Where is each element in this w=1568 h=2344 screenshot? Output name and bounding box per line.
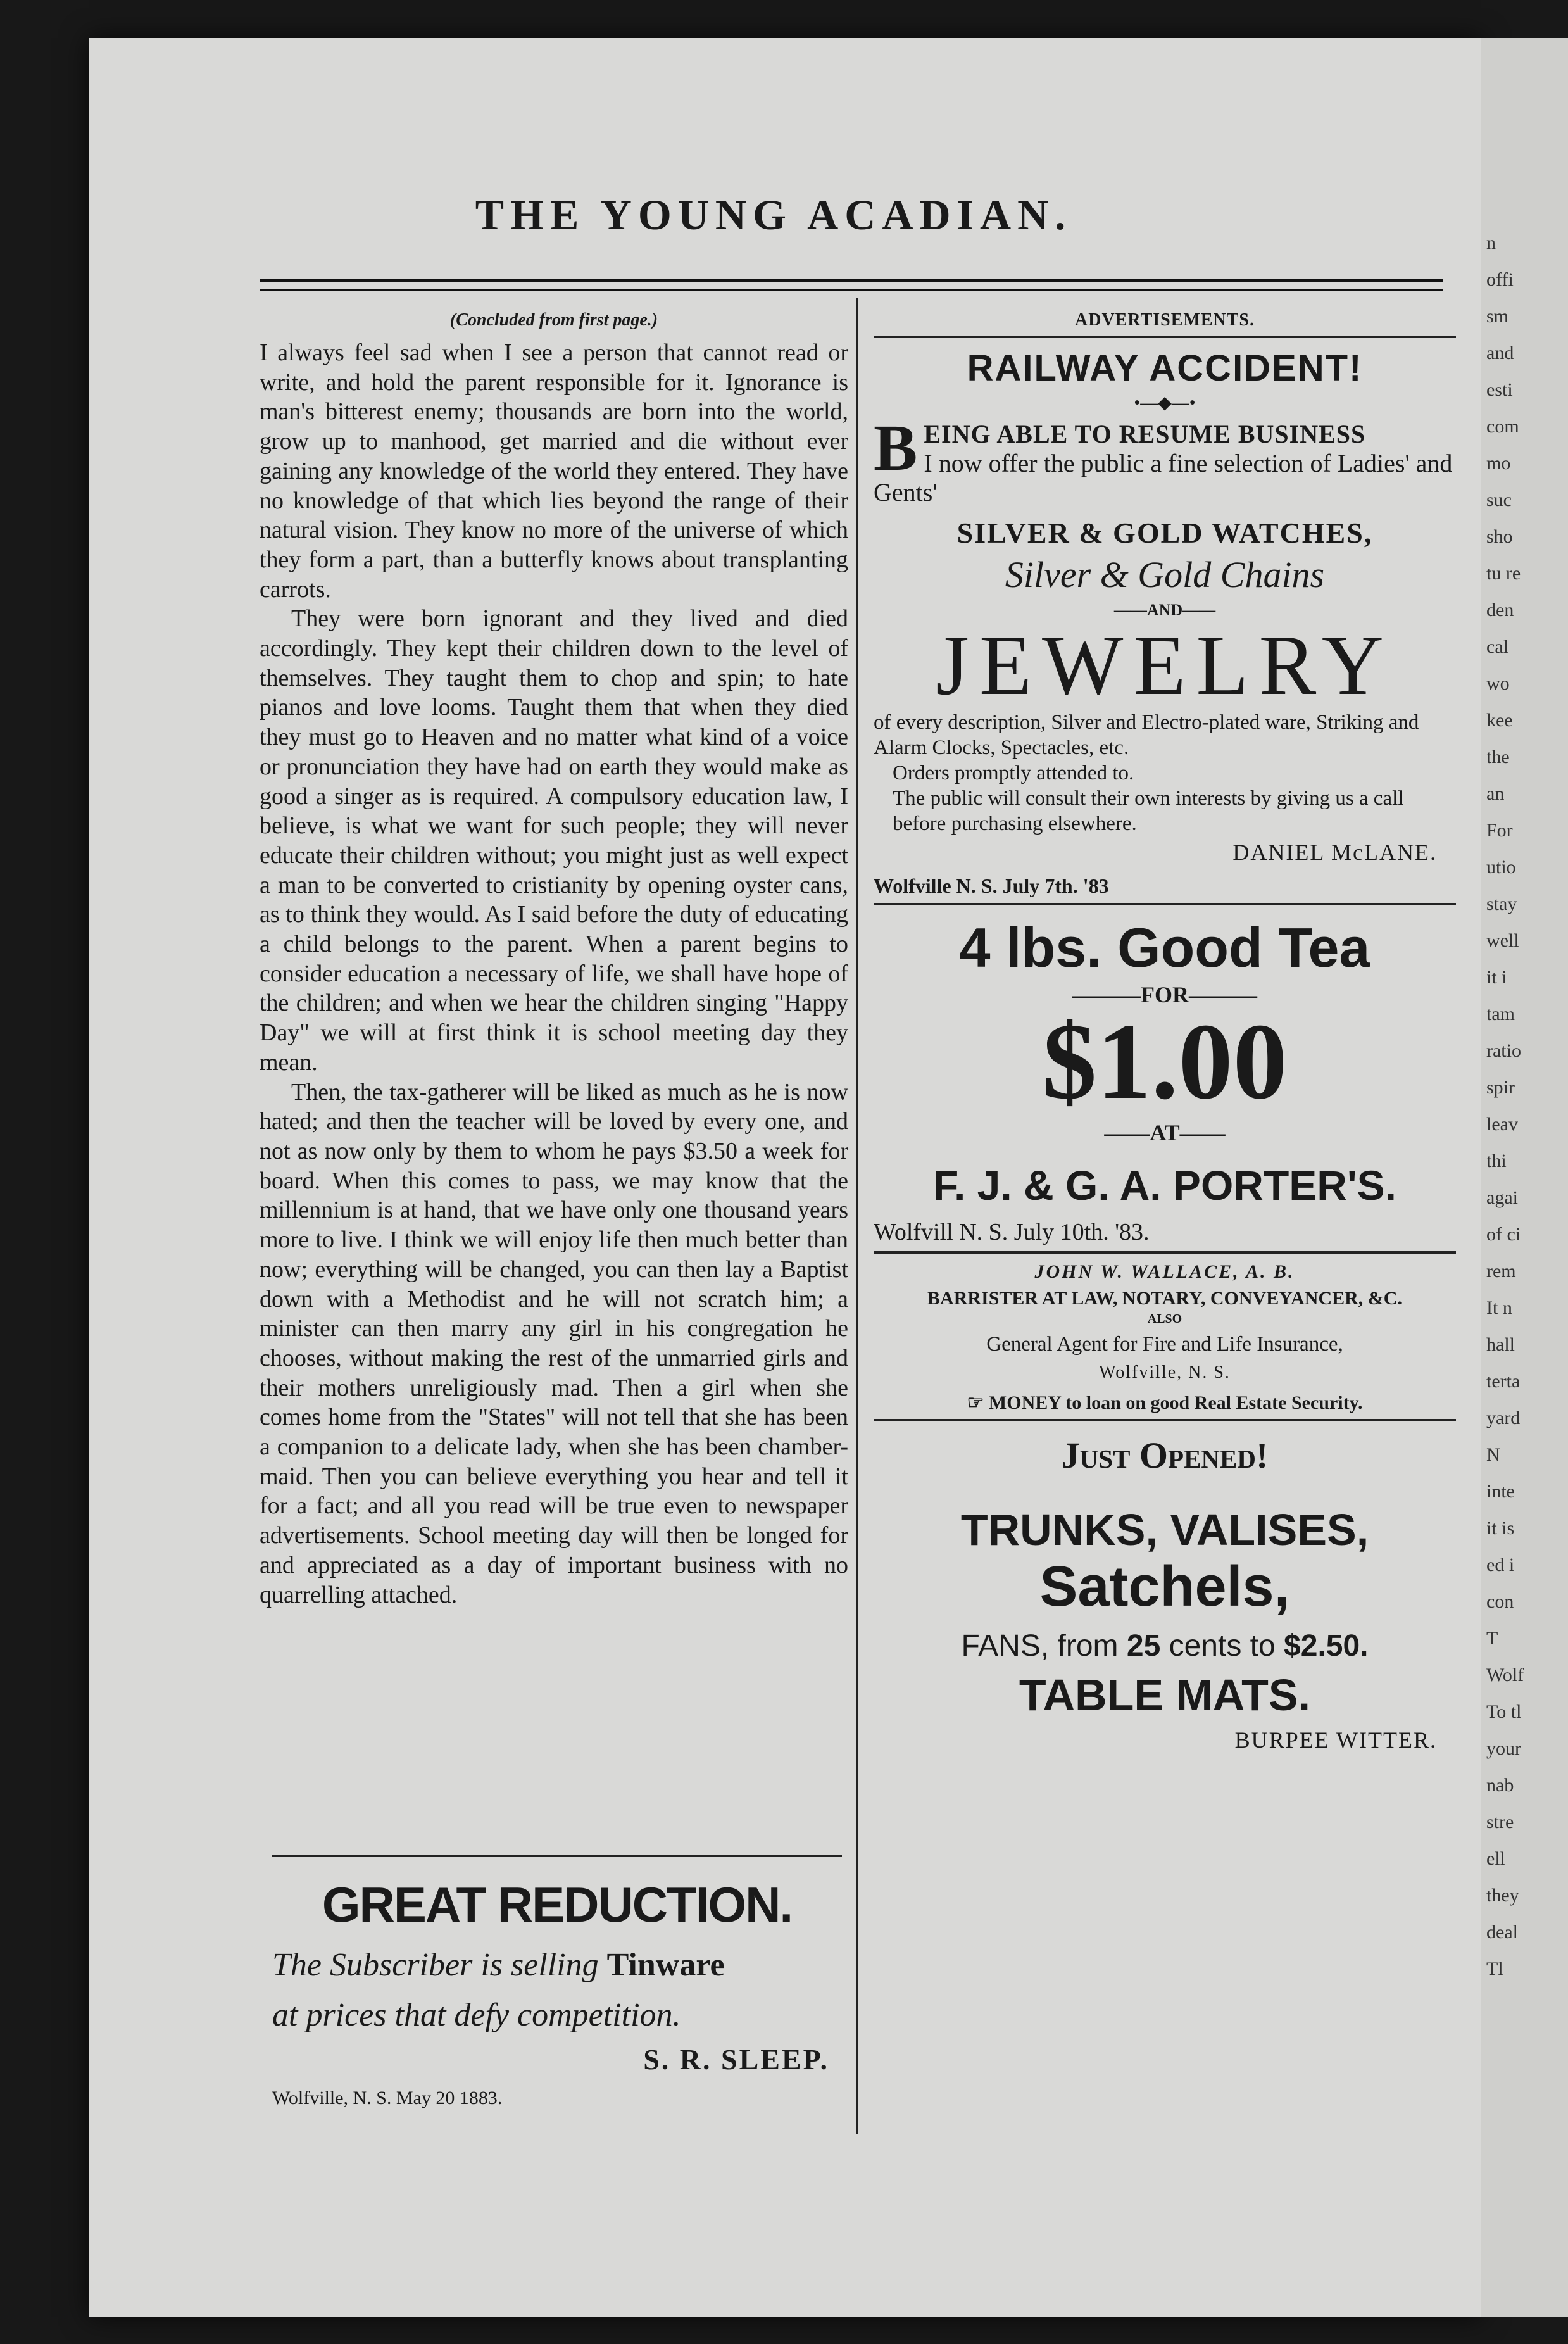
adjacent-fragment: ed i bbox=[1486, 1554, 1515, 1575]
masthead-rule bbox=[260, 279, 1443, 291]
article-column bbox=[260, 310, 848, 1610]
porter-merchant: F. J. & G. A. PORTER'S. bbox=[932, 1162, 1397, 1209]
trunks-line: TRUNKS, VALISES, bbox=[960, 1505, 1369, 1554]
adjacent-fragment: utio bbox=[1486, 857, 1516, 878]
adjacent-fragment: mo bbox=[1486, 453, 1511, 474]
orders-line: Orders promptly attended to. bbox=[893, 762, 1134, 784]
adjacent-fragment: stay bbox=[1486, 893, 1517, 914]
adjacent-fragment: N bbox=[1486, 1444, 1500, 1465]
adjacent-fragment: inte bbox=[1486, 1481, 1515, 1502]
ad-rule bbox=[272, 1855, 842, 1857]
adjacent-fragment: the bbox=[1486, 747, 1510, 767]
great-reduction-line-1-text: The Subscriber is selling bbox=[272, 1947, 599, 1983]
witter-ad bbox=[874, 1434, 1456, 1753]
article-paragraph: They were born ignorant and they lived and died accordingly. They kept their children down to the level of themselves. They taught them to chop and spin; to hate pianos and love looms. Taught them that when they died they must go to Heaven and no matter what kind of a voice or pronunciation they have had on earth they would make as good a singer as is required. A compulsory education law, I believe, is what we want for such people; they will never educate their children without; you might just as well expect a man to be converted to cristianity by opening oyster cans, as to think they would. As I said before the duty of educating a child belongs to the parent. When a parent begins to consider education a necessary of life, we shall have hope of the children; and when we hear the children singing "Happy Day" we will at first think it is school meeting day they mean. bbox=[260, 605, 848, 1076]
ad-rule bbox=[874, 1419, 1456, 1421]
adjacent-fragment: com bbox=[1486, 416, 1519, 437]
and-separator: ——AND—— bbox=[1113, 601, 1216, 619]
drop-cap: B bbox=[874, 412, 918, 484]
ad-rule bbox=[874, 336, 1456, 338]
adjacent-fragment: stre bbox=[1486, 1812, 1514, 1832]
wallace-money: ☞ MONEY to loan on good Real Estate Security. bbox=[967, 1392, 1363, 1413]
railway-signature: DANIEL McLANE. bbox=[1232, 840, 1437, 865]
adjacent-fragment: deal bbox=[1486, 1922, 1518, 1943]
concluded-note: (Concluded from first page.) bbox=[449, 310, 658, 330]
adjacent-fragment: kee bbox=[1486, 710, 1513, 731]
adjacent-fragment: your bbox=[1486, 1738, 1521, 1759]
adjacent-fragment: ell bbox=[1486, 1848, 1505, 1869]
railway-lead-bold: EING ABLE TO RESUME BUSINESS bbox=[924, 420, 1366, 448]
adjacent-fragment: den bbox=[1486, 600, 1514, 621]
adjacent-fragment: agai bbox=[1486, 1187, 1518, 1208]
great-reduction-line-2: at prices that defy competition. bbox=[272, 1997, 681, 2033]
chains-line: Silver & Gold Chains bbox=[1005, 554, 1325, 595]
adjacent-fragment: sho bbox=[1486, 526, 1513, 547]
adjacent-fragment: spir bbox=[1486, 1077, 1515, 1098]
railway-date: Wolfville N. S. July 7th. '83 bbox=[874, 874, 1109, 897]
public-line: The public will consult their own interests by giving us a call before purchasing elsewhere. bbox=[893, 787, 1404, 835]
railway-lead bbox=[874, 412, 1456, 507]
fans-mid: cents to bbox=[1169, 1629, 1276, 1663]
adjacent-fragment: well bbox=[1486, 930, 1519, 951]
tea-date: Wolfvill N. S. July 10th. '83. bbox=[874, 1219, 1150, 1245]
fans-line bbox=[874, 1629, 1456, 1663]
adjacent-fragment: For bbox=[1486, 820, 1513, 841]
adjacent-fragment: suc bbox=[1486, 489, 1512, 510]
tea-ad bbox=[874, 916, 1456, 1246]
adjacent-fragment: it i bbox=[1486, 967, 1507, 988]
adjacent-fragment: it is bbox=[1486, 1518, 1515, 1539]
adjacent-fragment: con bbox=[1486, 1591, 1514, 1612]
adjacent-fragment: n bbox=[1486, 232, 1496, 253]
adjacent-fragment: terta bbox=[1486, 1371, 1521, 1392]
advertisements-column bbox=[874, 310, 1456, 1753]
for-separator: ———FOR——— bbox=[1072, 982, 1257, 1007]
railway-accident-ad bbox=[874, 347, 1456, 898]
adjacent-fragment: leav bbox=[1486, 1114, 1518, 1135]
adjacent-fragment: T bbox=[1486, 1628, 1498, 1649]
railway-lead-rest: I now offer the public a fine selection of Ladies' and Gents' bbox=[874, 449, 1453, 507]
adjacent-fragment: Tl bbox=[1486, 1958, 1503, 1979]
ad-rule bbox=[874, 903, 1456, 905]
great-reduction-title: GREAT REDUCTION. bbox=[322, 1877, 793, 1932]
adjacent-fragment: an bbox=[1486, 783, 1505, 804]
wallace-agent: General Agent for Fire and Life Insurance, bbox=[986, 1333, 1343, 1356]
tea-headline: 4 lbs. Good Tea bbox=[959, 916, 1370, 979]
adjacent-fragment: To tl bbox=[1486, 1701, 1522, 1722]
satchels-line: Satchels, bbox=[1039, 1555, 1290, 1618]
article-paragraph: I always feel sad when I see a person that cannot read or write, and hold the parent responsible for it. Ignorance is man's bitterest enemy; thousands are born into the world, grow up to manhood, get married and die without ever gaining any knowledge of the world they entered. They have no knowledge of that which lies beyond the range of their natural vision. They know no more of the universe of which they form a part, than a butterfly knows about transplanting carrots. bbox=[260, 339, 848, 603]
jewelry-heading: JEWELRY bbox=[936, 618, 1394, 713]
just-opened-headline: Just Opened! bbox=[1061, 1435, 1269, 1476]
adjacent-fragment: nab bbox=[1486, 1775, 1514, 1796]
adjacent-fragment: sm bbox=[1486, 306, 1509, 327]
adjacent-fragment: offi bbox=[1486, 269, 1514, 290]
adjacent-fragment: tam bbox=[1486, 1004, 1515, 1024]
wallace-ad bbox=[874, 1261, 1456, 1414]
adjacent-fragment: ratio bbox=[1486, 1040, 1521, 1061]
column-divider bbox=[856, 298, 858, 2134]
ornament-icon: •—◆—• bbox=[1134, 393, 1196, 413]
fans-pre: FANS, from bbox=[961, 1629, 1119, 1663]
witter-signature: BURPEE WITTER. bbox=[1234, 1727, 1437, 1753]
fans-high: $2.50. bbox=[1284, 1629, 1369, 1663]
table-mats-line: TABLE MATS. bbox=[1019, 1670, 1311, 1720]
tinware-word: Tinware bbox=[606, 1947, 725, 1983]
jewelry-description: of every description, Silver and Electro-plated ware, Striking and Alarm Clocks, Spectacles, etc. bbox=[874, 711, 1419, 759]
wallace-also: ALSO bbox=[1147, 1312, 1182, 1326]
great-reduction-line-1 bbox=[272, 1946, 842, 1984]
fans-low: 25 bbox=[1126, 1629, 1161, 1663]
adjacent-fragment: and bbox=[1486, 343, 1514, 363]
adjacent-fragment: It n bbox=[1486, 1297, 1512, 1318]
adjacent-page-strip bbox=[1481, 38, 1568, 2317]
adjacent-fragment: yard bbox=[1486, 1408, 1521, 1428]
wallace-titles: BARRISTER AT LAW, NOTARY, CONVEYANCER, &C. bbox=[927, 1288, 1402, 1309]
adjacent-fragment: tu re bbox=[1486, 563, 1521, 584]
article-paragraph: Then, the tax-gatherer will be liked as much as he is now hated; and then the teacher will be loved by every one, and not as now only by them to whom he pays $3.50 a week for board. When this comes to pass, we may know that the millennium is at hand, that we have only one thousand years more to live. I think we will enjoy life then much better than now; everything will be changed, you can then lay a Baptist down with a Methodist and he will not scratch him; a minister can then marry any girl in his congregation he chooses, without making the rest of the unmarried girls and their mothers unreligiously mad. Then a girl when she comes home from the "States" will not tell that she has been a companion to a delicate lady, when she has been chamber-maid. Then you can believe everything you hear and tell it for a fact; and all you read will be true even to newspaper advertisements. School meeting day will then be longed for and appreciated as a day of important business with no quarrelling attached. bbox=[260, 1078, 848, 1608]
wallace-name: JOHN W. WALLACE, A. B. bbox=[1034, 1261, 1295, 1282]
adjacent-fragment: thi bbox=[1486, 1150, 1507, 1171]
adjacent-fragment: Wolf bbox=[1486, 1665, 1524, 1686]
at-separator: ——AT—— bbox=[1104, 1120, 1226, 1145]
adjacent-fragment: esti bbox=[1486, 379, 1513, 400]
masthead: THE YOUNG ACADIAN. bbox=[475, 191, 1072, 239]
tea-price: $1.00 bbox=[1042, 1002, 1288, 1122]
adjacent-fragment: they bbox=[1486, 1885, 1519, 1906]
watches-line: SILVER & GOLD WATCHES, bbox=[956, 517, 1373, 549]
article-body bbox=[260, 338, 848, 1610]
adjacent-fragment: rem bbox=[1486, 1261, 1516, 1282]
adjacent-fragment: hall bbox=[1486, 1334, 1515, 1355]
adjacent-fragment: cal bbox=[1486, 636, 1508, 657]
great-reduction-ad bbox=[272, 1855, 842, 2109]
advertisements-header: ADVERTISEMENTS. bbox=[1075, 310, 1255, 330]
great-reduction-signature: S. R. SLEEP. bbox=[643, 2043, 829, 2076]
ad-rule bbox=[874, 1251, 1456, 1254]
railway-title: RAILWAY ACCIDENT! bbox=[967, 348, 1363, 389]
adjacent-fragment: of ci bbox=[1486, 1224, 1521, 1245]
great-reduction-date: Wolfville, N. S. May 20 1883. bbox=[272, 2088, 503, 2108]
adjacent-fragment: wo bbox=[1486, 673, 1510, 694]
wallace-place: Wolfville, N. S. bbox=[1099, 1363, 1231, 1382]
